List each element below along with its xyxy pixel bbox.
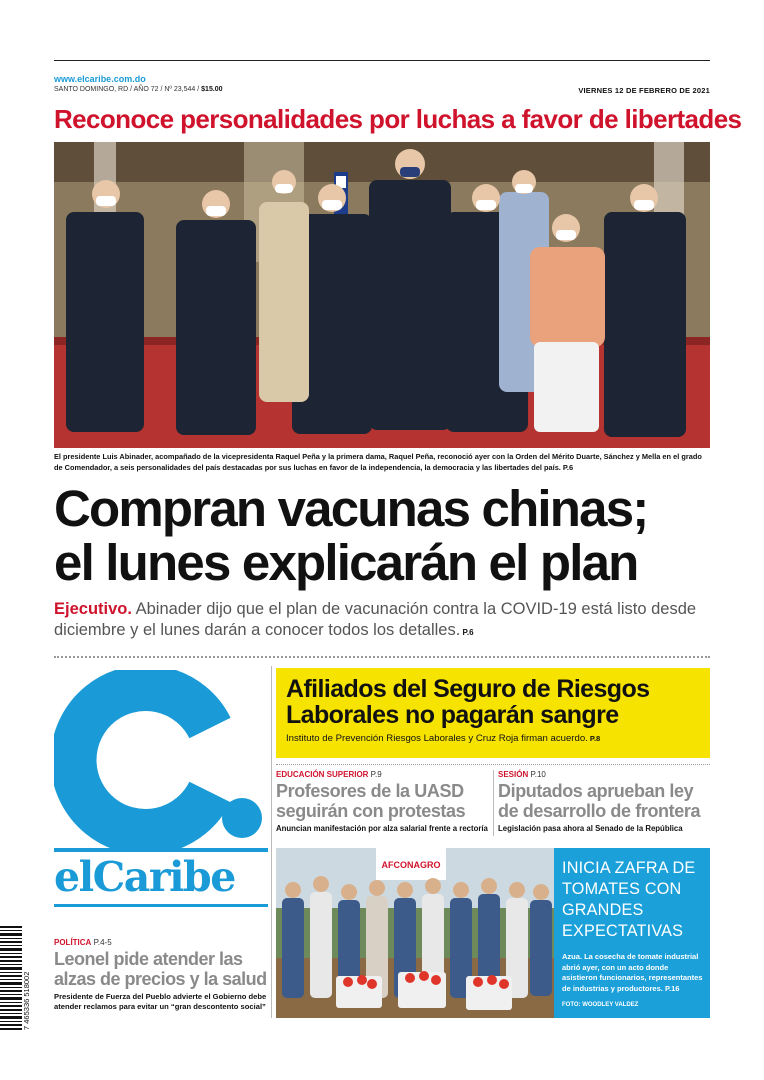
politica-sub: Presidente de Fuerza del Pueblo advierte el Gobierno debe atender reclamos para evitar un “gran descontento social” <box>54 992 267 1011</box>
brief-uasd-headline: Profesores de la UASD seguirán con protestas <box>276 781 466 821</box>
price: $15.00 <box>201 86 223 93</box>
politica-kicker <box>54 938 268 947</box>
tomato-body-text: La cosecha de tomate industrial abrió ayer, con un acto donde asistieron funcionarios, representantes de industrias y productores. <box>562 952 703 993</box>
top-headline: Reconoce personalidades por luchas a favor de libertades <box>54 104 742 134</box>
yellow-headline: Afiliados del Seguro de Riesgos Laborales no pagarán sangre <box>286 675 650 729</box>
tomato-story <box>554 848 710 1018</box>
brief-senado-sub: Legislación pasa ahora al Senado de la República <box>498 824 683 833</box>
brief-senado-section: SESIÓN <box>498 770 529 779</box>
yellow-story <box>276 668 710 758</box>
yellow-subhead <box>286 733 700 744</box>
tomato-body <box>562 952 704 994</box>
brief-separator <box>493 770 494 836</box>
yellow-sub-text: Instituto de Prevención Riesgos Laborales y Cruz Roja firman acuerdo. <box>286 733 588 744</box>
photo-credit: FOTO: WOODLEY VALDEZ <box>562 1002 639 1008</box>
brief-divider <box>276 764 710 765</box>
tomato-banner: AFCONAGRO <box>381 860 441 870</box>
yellow-page-ref: P.8 <box>587 734 601 743</box>
main-headline <box>54 482 724 590</box>
deck-text: Abinader dijo que el plan de vacunación contra la COVID-19 está listo desde diciembre y el lunes darán a conocer todos los detalles. <box>54 600 697 639</box>
main-headline-line-1: Compran vacunas chinas; <box>54 480 648 537</box>
brief-uasd-kicker <box>276 770 490 779</box>
brief-uasd <box>276 770 490 833</box>
section-divider <box>54 656 710 658</box>
politica-page: P.4-5 <box>91 938 112 947</box>
edition-meta <box>54 86 223 93</box>
logo-wordmark: elCaribe <box>54 853 235 901</box>
brief-senado-headline: Diputados aprueban ley de desarrollo de frontera <box>498 781 701 821</box>
tomato-lead: Azua. <box>562 952 583 961</box>
logo-rule-bottom <box>54 904 268 907</box>
deck-page-ref: P.6 <box>460 628 474 637</box>
ceremony-illustration <box>54 142 710 448</box>
photo-caption: El presidente Luis Abinader, acompañado de la vicepresidenta Raquel Peña y la primera dama, Raquel Peña, reconoció ayer con la Orden del Mérito Duarte, Sánchez y Mella en el grado de Comendador, a seis personalidades del país destacadas por sus luchas en favor de la independencia, la democracia y las libertades del país. P.6 <box>54 452 702 472</box>
top-rule <box>54 60 710 61</box>
ceremony-photo <box>54 142 710 448</box>
logo-c-icon <box>54 670 268 850</box>
tomato-headline: INICIA ZAFRA DE TOMATES CON GRANDES EXPECTATIVAS <box>562 859 696 940</box>
politica-headline: Leonel pide atender las alzas de precios y la salud <box>54 949 267 989</box>
brief-uasd-sub: Anuncian manifestación por alza salarial frente a rectoría <box>276 824 488 833</box>
tomato-photo <box>276 848 554 1018</box>
brief-senado-page: P.10 <box>528 770 546 779</box>
politica-section: POLÍTICA <box>54 938 92 947</box>
site-url[interactable]: www.elcaribe.com.do <box>54 74 146 84</box>
brief-senado-kicker <box>498 770 710 779</box>
brief-uasd-page: P.9 <box>368 770 382 779</box>
barcode-number: 7 465336 518002 <box>22 971 31 1030</box>
tomato-page-ref: P.16 <box>662 983 680 993</box>
tomato-illustration <box>276 848 554 1018</box>
edition-date: VIERNES 12 DE FEBRERO DE 2021 <box>578 86 710 95</box>
edition-info: SANTO DOMINGO, RD / AÑO 72 / Nº 23,544 / <box>54 86 200 93</box>
barcode-icon <box>0 926 22 1030</box>
brief-uasd-section: EDUCACIÓN SUPERIOR <box>276 770 369 779</box>
column-divider <box>271 666 272 1018</box>
deck-lead: Ejecutivo. <box>54 600 132 618</box>
main-deck <box>54 599 714 643</box>
politica-story <box>54 938 268 1012</box>
brief-senado <box>498 770 710 833</box>
main-headline-line-2: el lunes explicarán el plan <box>54 534 638 591</box>
